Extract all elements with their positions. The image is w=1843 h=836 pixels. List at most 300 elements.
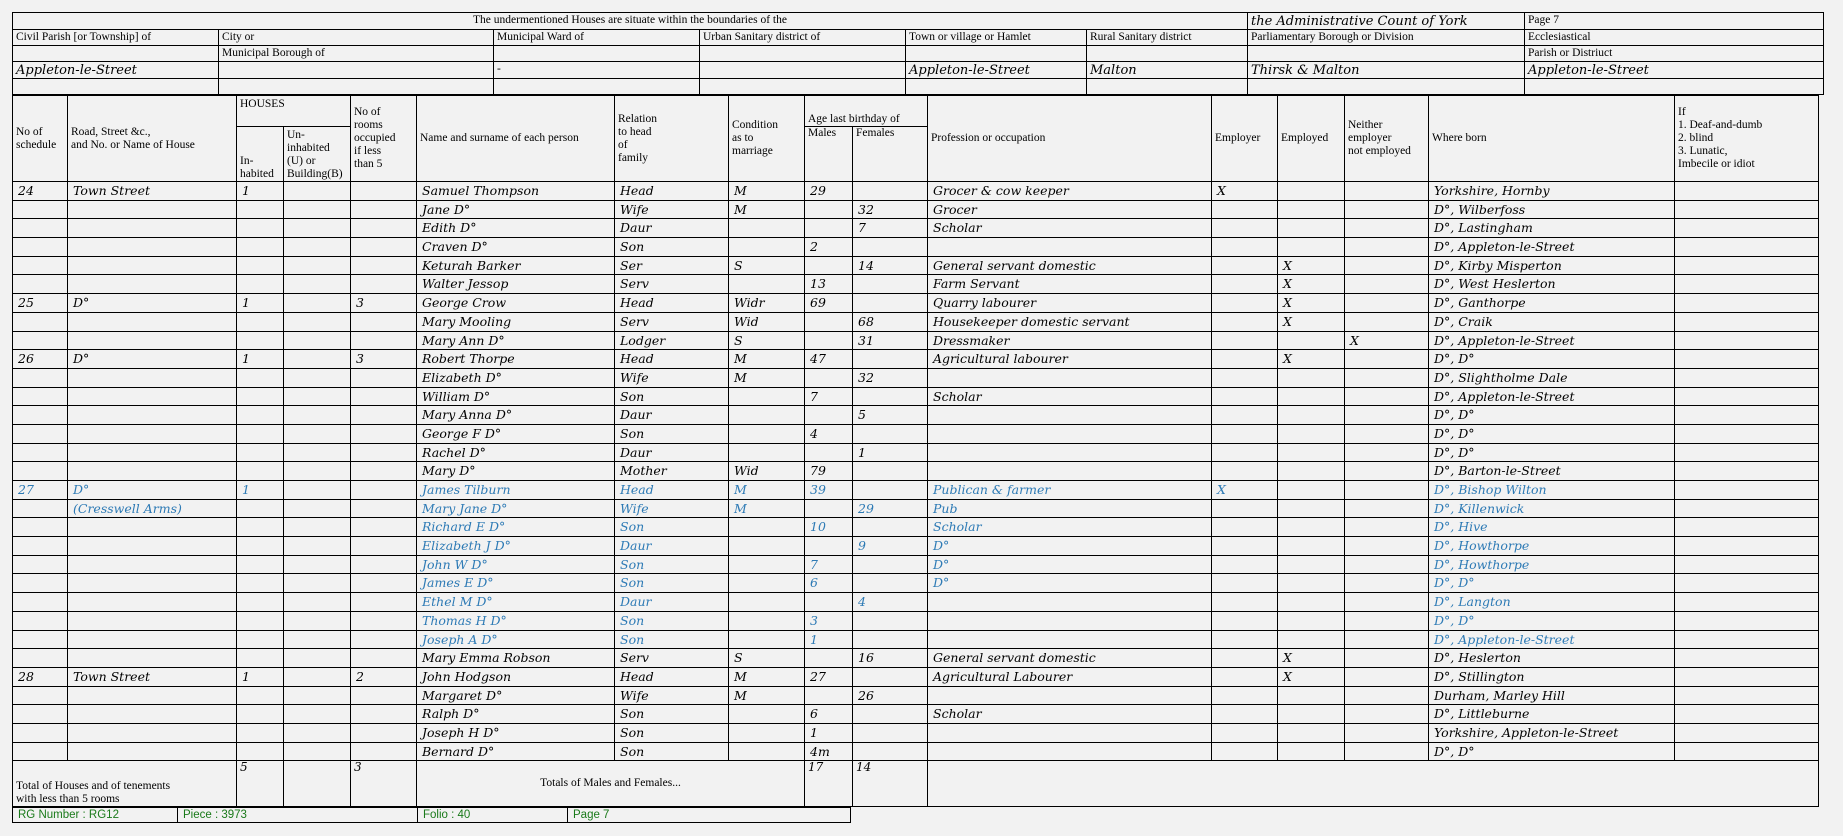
cell-neither [1345,593,1429,612]
cell-occupation [928,443,1212,462]
cell-employed [1278,518,1345,537]
cell-name: George F D° [417,424,615,443]
cell-schedule [13,256,68,275]
cell-schedule [13,499,68,518]
cell-occupation: Dressmaker [928,331,1212,350]
cell-relation: Daur [615,219,729,238]
cell-rooms [351,219,417,238]
label-rural: Rural Sanitary district [1087,30,1248,46]
h-rel-line: family [618,151,649,164]
cell-uninhabited [284,331,351,350]
cell-inhabited [237,387,284,406]
source-piece: Piece : 3973 [178,808,418,823]
h-inf-line: If [1678,106,1686,118]
cell-uninhabited [284,574,351,593]
cell-rooms [351,481,417,500]
cell-road [68,424,237,443]
cell-schedule [13,331,68,350]
cell-road [68,219,237,238]
cell-employed: X [1278,312,1345,331]
cell-relation: Ser [615,256,729,275]
col-infirm [1675,96,1819,182]
table-row [13,443,1819,462]
cell-name: Jane D° [417,200,615,219]
cell-infirm [1675,611,1819,630]
cell-females [853,350,928,369]
cell-inhabited [237,368,284,387]
cell-employer [1212,219,1278,238]
cell-employer: X [1212,182,1278,201]
cell-females: 5 [853,406,928,425]
cell-road [68,555,237,574]
cell-uninhabited [284,593,351,612]
cell-occupation: General servant domestic [928,256,1212,275]
table-row [13,667,1819,686]
cell-name: Craven D° [417,238,615,257]
cell-occupation [928,593,1212,612]
col-females: Females [853,127,928,182]
cell-uninhabited [284,443,351,462]
cell-employer [1212,705,1278,724]
col-employed: Employed [1278,96,1345,182]
cell-relation: Daur [615,593,729,612]
cell-inhabited [237,499,284,518]
cell-road [68,649,237,668]
cell-neither: X [1345,331,1429,350]
label-city: City or [219,30,494,46]
source-rg: RG Number : RG12 [13,808,178,823]
cell-employer [1212,443,1278,462]
h-nei-line: employer [1348,132,1392,144]
table-row [13,424,1819,443]
cell-females: 32 [853,200,928,219]
cell-name: James Tilburn [417,481,615,500]
cell-rooms [351,723,417,742]
cell-rooms [351,443,417,462]
h-road-line: Road, Street &c., [71,125,151,138]
cell-schedule [13,368,68,387]
cell-occupation: Housekeeper domestic servant [928,312,1212,331]
h-rooms-line: No of [354,106,381,118]
cell-neither [1345,611,1429,630]
t-label-line: Total of Houses and of tenements [16,780,171,793]
total-males: 17 [805,761,853,807]
h-nei-line: not employed [1348,145,1411,157]
cell-uninhabited [284,275,351,294]
cell-relation: Son [615,630,729,649]
cell-occupation: Pub [928,499,1212,518]
cell-rooms [351,574,417,593]
table-row [13,350,1819,369]
cell-rooms [351,182,417,201]
cell-uninhabited [284,462,351,481]
cell-males: 3 [805,611,853,630]
cell-females: 29 [853,499,928,518]
cell-born: D°, Hive [1429,518,1675,537]
cell-road: Town Street [68,182,237,201]
cell-infirm [1675,182,1819,201]
cell-inhabited [237,705,284,724]
cell-born: D°, Howthorpe [1429,537,1675,556]
cell-infirm [1675,555,1819,574]
cell-neither [1345,424,1429,443]
cell-rooms [351,256,417,275]
cell-inhabited [237,574,284,593]
cell-born: D°, D° [1429,406,1675,425]
cell-employer [1212,387,1278,406]
cell-males: 29 [805,182,853,201]
cell-neither [1345,742,1429,761]
h-rooms-line: occupied [354,132,396,144]
cell-road [68,574,237,593]
cell-born: D°, D° [1429,742,1675,761]
cell-rooms [351,331,417,350]
cell-road: D° [68,481,237,500]
cell-condition [729,424,805,443]
cell-relation: Head [615,481,729,500]
cell-females [853,462,928,481]
label-ward: Municipal Ward of [494,30,700,46]
cell-uninhabited [284,294,351,313]
cell-name: Rachel D° [417,443,615,462]
h-rel-line: Relation [618,112,657,125]
total-persons-label: Totals of Males and Females... [417,761,805,807]
cell-females: 4 [853,593,928,612]
cell-uninhabited [284,256,351,275]
cell-employed [1278,200,1345,219]
cell-born: D°, Appleton-le-Street [1429,238,1675,257]
cell-males [805,593,853,612]
h-inh-line: habited [240,168,274,180]
cell-inhabited [237,537,284,556]
cell-uninhabited [284,219,351,238]
cell-occupation: D° [928,537,1212,556]
cell-employer [1212,238,1278,257]
col-uninhabited [284,127,351,182]
table-row [13,518,1819,537]
cell-schedule: 24 [13,182,68,201]
cell-schedule [13,200,68,219]
cell-males: 10 [805,518,853,537]
cell-employer [1212,368,1278,387]
cell-neither [1345,705,1429,724]
cell-neither [1345,387,1429,406]
cell-schedule [13,593,68,612]
cell-infirm [1675,256,1819,275]
h-inf-line: 2. blind [1678,132,1714,144]
cell-uninhabited [284,200,351,219]
cell-neither [1345,294,1429,313]
cell-name: William D° [417,387,615,406]
cell-schedule [13,387,68,406]
cell-condition: M [729,686,805,705]
cell-condition [729,275,805,294]
cell-occupation [928,462,1212,481]
cell-occupation [928,368,1212,387]
label-urban: Urban Sanitary district of [700,30,906,46]
cell-uninhabited [284,406,351,425]
cell-employed [1278,593,1345,612]
cell-relation: Wife [615,368,729,387]
cell-rooms [351,686,417,705]
census-sheet [12,12,1824,823]
cell-rooms [351,238,417,257]
cell-employed [1278,537,1345,556]
col-born: Where born [1429,96,1675,182]
label-town: Town or village or Hamlet [906,30,1087,46]
cell-condition: M [729,200,805,219]
cell-road [68,387,237,406]
cell-inhabited [237,723,284,742]
h-inf-line: Imbecile or idiot [1678,158,1755,170]
cell-infirm [1675,368,1819,387]
cell-rooms [351,424,417,443]
cell-name: Mary Jane D° [417,499,615,518]
table-row [13,481,1819,500]
cell-neither [1345,462,1429,481]
cell-uninhabited [284,499,351,518]
cell-infirm [1675,219,1819,238]
col-employer: Employer [1212,96,1278,182]
cell-born: D°, Howthorpe [1429,555,1675,574]
cell-uninhabited [284,630,351,649]
cell-name: Mary Ann D° [417,331,615,350]
cell-employed [1278,630,1345,649]
table-row [13,275,1819,294]
cell-infirm [1675,443,1819,462]
cell-employer [1212,350,1278,369]
cell-infirm [1675,331,1819,350]
cell-males [805,219,853,238]
cell-condition [729,387,805,406]
cell-name: Elizabeth J D° [417,537,615,556]
cell-employed [1278,686,1345,705]
cell-employer [1212,256,1278,275]
h-rel-line: of [618,138,628,151]
cell-occupation [928,630,1212,649]
cell-rooms [351,705,417,724]
page-label: Page 7 [1525,13,1824,30]
cell-inhabited [237,742,284,761]
cell-employer [1212,630,1278,649]
cell-uninhabited [284,649,351,668]
cell-males [805,331,853,350]
cell-males: 4m [805,742,853,761]
cell-condition [729,593,805,612]
total-inhabited: 5 [237,761,284,807]
cell-relation: Wife [615,686,729,705]
cell-occupation: Agricultural labourer [928,350,1212,369]
cell-born: Durham, Marley Hill [1429,686,1675,705]
h-rooms-line: if less [354,145,382,157]
cell-born: D°, Kirby Misperton [1429,256,1675,275]
value-ward: - [494,62,700,79]
cell-rooms [351,630,417,649]
cell-road [68,256,237,275]
cell-males [805,686,853,705]
cell-inhabited [237,275,284,294]
cell-employed [1278,331,1345,350]
value-urban [700,62,906,79]
cell-born: D°, D° [1429,424,1675,443]
cell-relation: Son [615,742,729,761]
cell-occupation: Scholar [928,518,1212,537]
cell-infirm [1675,630,1819,649]
cell-name: Robert Thorpe [417,350,615,369]
cell-females: 31 [853,331,928,350]
cell-relation: Son [615,387,729,406]
cell-born: D°, Slightholme Dale [1429,368,1675,387]
cell-name: Keturah Barker [417,256,615,275]
h-sch-line: No of [16,125,43,138]
cell-road: Town Street [68,667,237,686]
cell-employer [1212,555,1278,574]
cell-born: D°, D° [1429,350,1675,369]
cell-uninhabited [284,481,351,500]
cell-relation: Head [615,667,729,686]
cell-inhabited: 1 [237,667,284,686]
h-nei-line: Neither [1348,119,1383,131]
cell-name: Thomas H D° [417,611,615,630]
cell-born: D°, Heslerton [1429,649,1675,668]
cell-females [853,723,928,742]
cell-neither [1345,312,1429,331]
cell-inhabited [237,312,284,331]
cell-neither [1345,219,1429,238]
cell-neither [1345,481,1429,500]
cell-males [805,443,853,462]
cell-employed: X [1278,350,1345,369]
cell-infirm [1675,275,1819,294]
cell-name: Joseph A D° [417,630,615,649]
cell-infirm [1675,686,1819,705]
cell-relation: Son [615,238,729,257]
cell-name: Margaret D° [417,686,615,705]
table-row [13,294,1819,313]
cell-born: Yorkshire, Hornby [1429,182,1675,201]
cell-employed [1278,499,1345,518]
cell-rooms [351,518,417,537]
h-inf-line: 1. Deaf-and-dumb [1678,119,1763,131]
cell-uninhabited [284,182,351,201]
cell-females [853,742,928,761]
cell-relation: Head [615,350,729,369]
cell-males [805,649,853,668]
cell-males: 1 [805,630,853,649]
h-rooms-line: than 5 [354,158,383,170]
cell-females: 26 [853,686,928,705]
cell-name: Walter Jessop [417,275,615,294]
table-row [13,649,1819,668]
cell-inhabited [237,518,284,537]
cell-infirm [1675,238,1819,257]
cell-infirm [1675,294,1819,313]
cell-road [68,331,237,350]
label-parl: Parliamentary Borough or Division [1248,30,1525,46]
cell-relation: Son [615,424,729,443]
cell-inhabited [237,630,284,649]
cell-females [853,555,928,574]
cell-males: 2 [805,238,853,257]
cell-road [68,537,237,556]
cell-rooms [351,555,417,574]
cell-neither [1345,238,1429,257]
cell-occupation: Scholar [928,705,1212,724]
label-eccl-2: Parish or Distriuct [1525,46,1824,62]
cell-relation: Mother [615,462,729,481]
cell-uninhabited [284,238,351,257]
cell-rooms [351,611,417,630]
cell-schedule [13,518,68,537]
cell-condition [729,518,805,537]
col-neither [1345,96,1429,182]
cell-road [68,406,237,425]
cell-schedule [13,219,68,238]
cell-employed [1278,424,1345,443]
cell-males [805,312,853,331]
cell-rooms [351,593,417,612]
cell-males [805,256,853,275]
cell-inhabited: 1 [237,294,284,313]
cell-occupation: Quarry labourer [928,294,1212,313]
cell-infirm [1675,593,1819,612]
cell-neither [1345,275,1429,294]
cell-occupation: Scholar [928,219,1212,238]
cell-inhabited [237,555,284,574]
cell-infirm [1675,723,1819,742]
cell-name: Bernard D° [417,742,615,761]
cell-employed: X [1278,256,1345,275]
cell-infirm [1675,462,1819,481]
cell-schedule [13,312,68,331]
cell-condition [729,574,805,593]
cell-relation: Head [615,294,729,313]
cell-occupation: Publican & farmer [928,481,1212,500]
cell-neither [1345,350,1429,369]
cell-employer [1212,537,1278,556]
cell-employed [1278,443,1345,462]
cell-occupation: Grocer & cow keeper [928,182,1212,201]
cell-name: Samuel Thompson [417,182,615,201]
cell-neither [1345,256,1429,275]
table-row [13,387,1819,406]
cell-infirm [1675,406,1819,425]
cell-born: D°, D° [1429,611,1675,630]
cell-condition [729,723,805,742]
cell-employed [1278,182,1345,201]
cell-condition: M [729,499,805,518]
cell-rooms: 3 [351,350,417,369]
cell-condition [729,611,805,630]
total-rooms: 3 [351,761,417,807]
cell-females: 1 [853,443,928,462]
cell-born: D°, Ganthorpe [1429,294,1675,313]
cell-rooms [351,537,417,556]
col-road [68,96,237,182]
cell-infirm [1675,705,1819,724]
table-row [13,499,1819,518]
cell-employed: X [1278,667,1345,686]
cell-born: D°, West Heslerton [1429,275,1675,294]
cell-road [68,742,237,761]
cell-road [68,462,237,481]
cell-employer [1212,649,1278,668]
cell-infirm [1675,574,1819,593]
cell-relation: Son [615,555,729,574]
table-row [13,238,1819,257]
value-city [219,62,494,79]
cell-males: 79 [805,462,853,481]
